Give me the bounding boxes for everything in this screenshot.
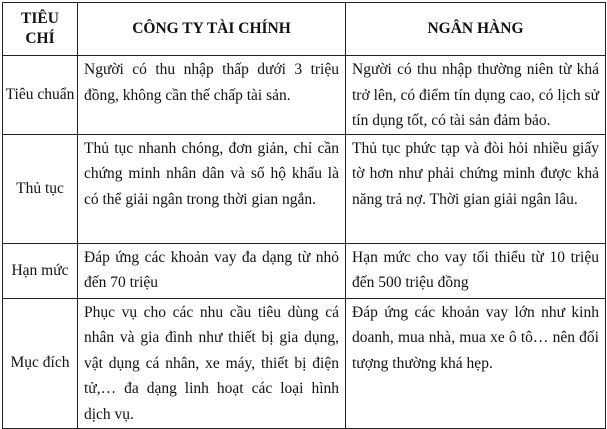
finance-company-cell: Người có thu nhập thấp dưới 3 triệu đồng, không cần thế chấp tài sản.	[78, 56, 346, 135]
table-row	[3, 243, 606, 298]
comparison-table	[2, 2, 606, 429]
header-row	[3, 3, 606, 56]
table-row	[3, 56, 606, 135]
row-criterion: Tiêu chuẩn	[3, 56, 78, 135]
row-criterion: Mục đích	[3, 298, 78, 428]
header-finance-company: CÔNG TY TÀI CHÍNH	[78, 3, 346, 56]
table-row	[3, 134, 606, 243]
finance-company-cell: Phục vụ cho các nhu cầu tiêu dùng cá nhân và gia đình như thiết bị gia dụng, vật dụng cá nhân, xe máy, thiết bị điện tử,… đa dạng linh hoạt các loại hình dịch vụ.	[78, 298, 346, 428]
table-row	[3, 298, 606, 428]
header-criterion: TIÊU CHÍ	[3, 3, 78, 56]
finance-company-cell: Đáp ứng các khoản vay đa dạng từ nhỏ đến 70 triệu	[78, 243, 346, 298]
row-criterion: Thủ tục	[3, 134, 78, 243]
finance-company-cell: Thủ tục nhanh chóng, đơn giản, chỉ cần chứng minh nhân dân và sổ hộ khẩu là có thể giải ngân trong thời gian ngắn.	[78, 134, 346, 243]
bank-cell: Hạn mức cho vay tối thiểu từ 10 triệu đến 500 triệu đồng	[346, 243, 606, 298]
bank-cell: Đáp ứng các khoản vay lớn như kinh doanh, mua nhà, mua xe ô tô… nên đối tượng thường khá hẹp.	[346, 298, 606, 428]
bank-cell: Người có thu nhập thường niên từ khá trở lên, có điểm tín dụng cao, có lịch sử tín dụng tốt, có tài sản đảm bảo.	[346, 56, 606, 135]
header-bank: NGÂN HÀNG	[346, 3, 606, 56]
bank-cell: Thủ tục phức tạp và đòi hỏi nhiều giấy tờ hơn như phải chứng minh được khả năng trả nợ. Thời gian giải ngân lâu.	[346, 134, 606, 243]
row-criterion: Hạn mức	[3, 243, 78, 298]
